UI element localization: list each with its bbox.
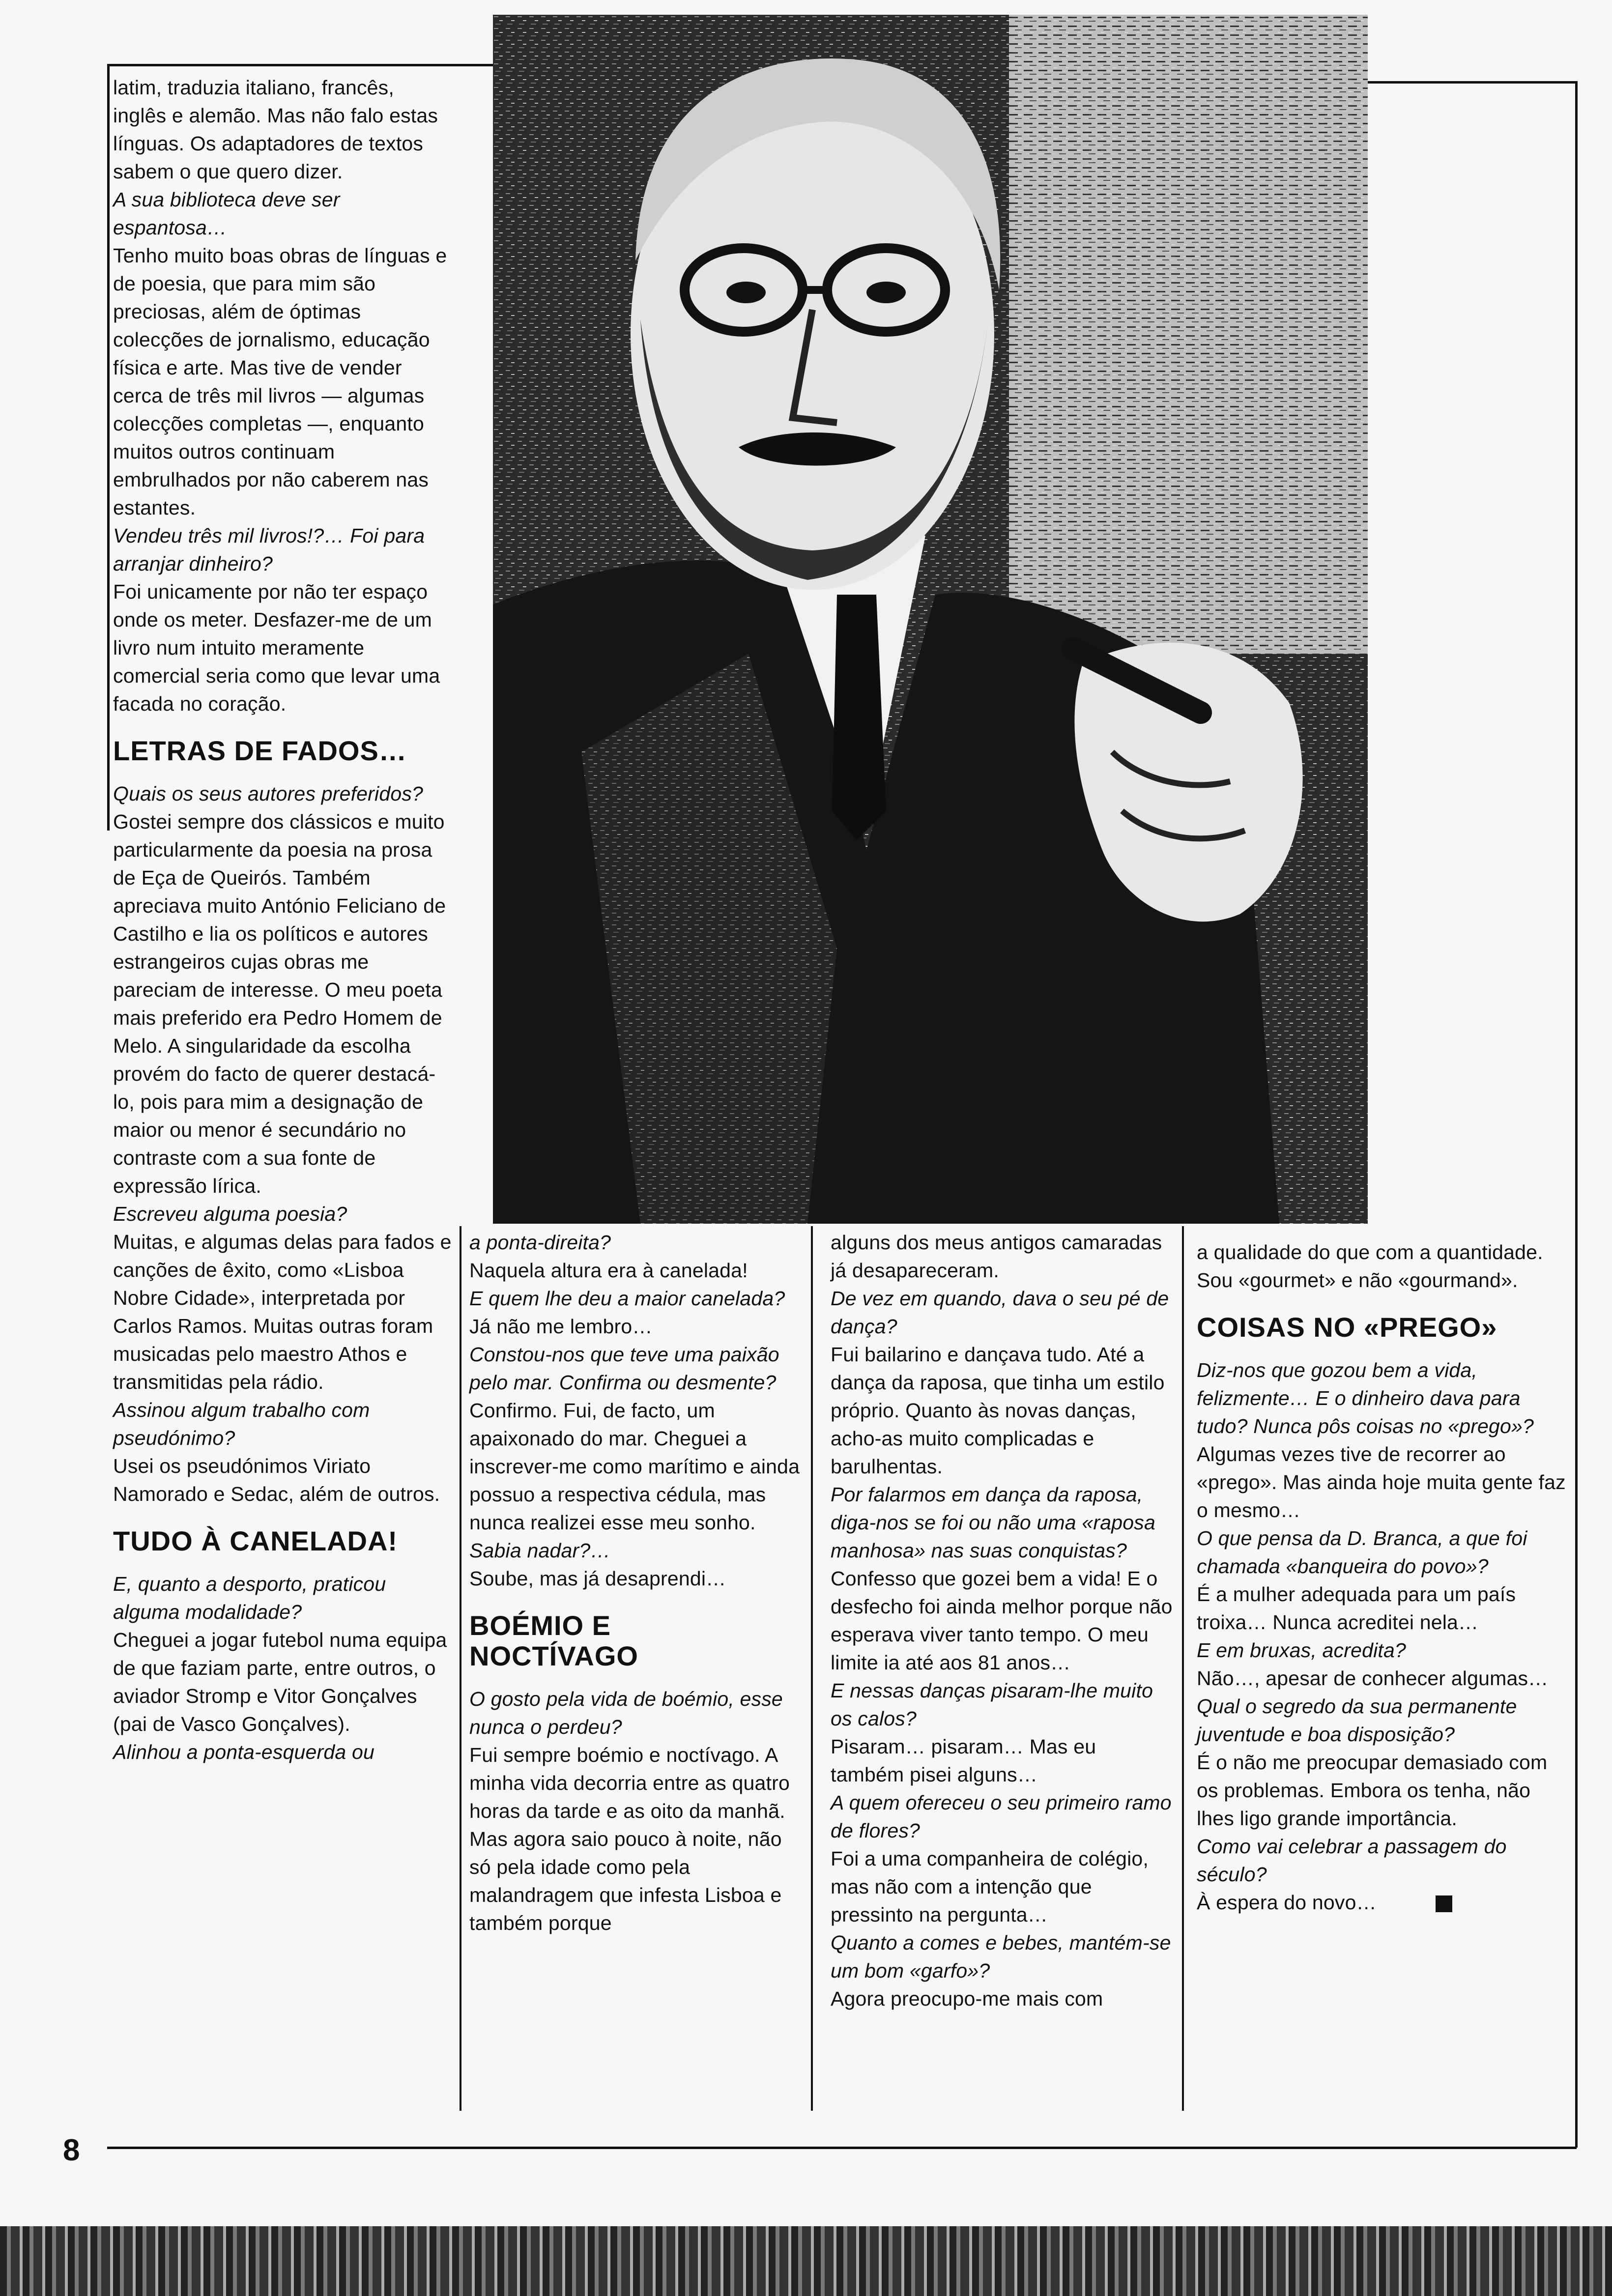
question: Vendeu três mil livros!?… Foi para arranjar dinheiro?: [113, 524, 425, 575]
column-2: [469, 1229, 804, 1937]
frame-top-right: [1366, 81, 1578, 84]
question: Por falarmos em dança da raposa, diga-nos se foi ou não uma «raposa manhosa» nas suas conquistas?: [831, 1483, 1155, 1562]
paragraph: Fui bailarino e dançava tudo. Até a dança da raposa, que tinha um estilo próprio. Quanto às novas danças, acho-as muito complicadas e barulhentas.: [831, 1343, 1165, 1478]
question: Alinhou a ponta-esquerda ou: [113, 1741, 374, 1763]
paragraph: Naquela altura era à canelada!: [469, 1259, 748, 1282]
portrait-illustration: [493, 15, 1368, 1224]
question: A sua biblioteca deve ser espantosa…: [113, 188, 340, 239]
portrait-photo: [493, 15, 1368, 1224]
paragraph: Confesso que gozei bem a vida! E o desfecho foi ainda melhor porque não esperava viver tanto tempo. O meu limite ia até aos 81 anos…: [831, 1567, 1173, 1674]
question: E quem lhe deu a maior canelada?: [469, 1287, 785, 1310]
section-heading: BOÉMIO E NOCTÍVAGO: [469, 1610, 638, 1671]
closing-paragraph: [1197, 1889, 1570, 1917]
column-1-block-1: [113, 74, 452, 718]
paragraph: a qualidade do que com a quantidade. Sou «gourmet» e não «gourmand».: [1197, 1241, 1543, 1292]
question: a ponta-direita?: [469, 1231, 611, 1254]
column-1-block-3: [113, 1570, 452, 1766]
paragraph: Soube, mas já desaprendi…: [469, 1567, 726, 1590]
paragraph: Usei os pseudónimos Viriato Namorado e Sedac, além de outros.: [113, 1455, 440, 1505]
paragraph: Algumas vezes tive de recorrer ao «prego». Mas ainda hoje muita gente faz o mesmo…: [1197, 1443, 1566, 1521]
paragraph: Não…, apesar de conhecer algumas…: [1197, 1667, 1549, 1690]
column-rule-2: [811, 1226, 813, 2111]
question: Qual o segredo da sua permanente juventude e boa disposição?: [1197, 1695, 1517, 1746]
paragraph: É o não me preocupar demasiado com os problemas. Embora os tenha, não lhes ligo grande importância.: [1197, 1751, 1548, 1830]
paragraph: Confirmo. Fui, de facto, um apaixonado do mar. Cheguei a inscrever-me como marítimo e ainda possuo a respectiva cédula, mas nunca realizei esse meu sonho.: [469, 1399, 800, 1534]
paragraph: Gostei sempre dos clássicos e muito particularmente da poesia na prosa de Eça de Queirós. Também apreciava muito António Feliciano de Castilho e lia os políticos e autores estrangeiros cujas obras me pareciam de interesse. O meu poeta mais preferido era Pedro Homem de Melo. A singularidade da escolha provém do facto de querer destacá-lo, pois para mim a designação de maior ou menor é secundário no contraste com a sua fonte de expressão lírica.: [113, 810, 446, 1197]
column-4: [1197, 1238, 1570, 1917]
scan-edge-band: [0, 2226, 1612, 2296]
column-rule-3: [1182, 1226, 1184, 2111]
section-heading: TUDO À CANELADA!: [113, 1525, 398, 1556]
paragraph: Agora preocupo-me mais com: [831, 1987, 1103, 2010]
question: De vez em quando, dava o seu pé de dança?: [831, 1287, 1169, 1338]
frame-top-left: [107, 64, 495, 66]
question: Diz-nos que gozou bem a vida, felizmente… E o dinheiro dava para tudo? Nunca pôs coisas no «prego»?: [1197, 1359, 1534, 1437]
question: Quanto a comes e bebes, mantém-se um bom «garfo»?: [831, 1931, 1171, 1982]
paragraph: Tenho muito boas obras de línguas e de poesia, que para mim são preciosas, além de óptimas colecções de jornalismo, educação física e arte. Mas tive de vender cerca de três mil livros — algumas colecções completas —, enquanto muitos outros continuam embrulhados por não caberem nas estantes.: [113, 244, 447, 519]
paragraph: Foi unicamente por não ter espaço onde os meter. Desfazer-me de um livro num intuito meramente comercial seria como que levar uma facada no coração.: [113, 580, 440, 715]
section-heading: LETRAS DE FADOS…: [113, 735, 407, 766]
paragraph: Pisaram… pisaram… Mas eu também pisei alguns…: [831, 1735, 1096, 1786]
paragraph: Muitas, e algumas delas para fados e canções de êxito, como «Lisboa Nobre Cidade», interpretada por Carlos Ramos. Muitas outras foram musicadas pelo maestro Athos e transmitidas pela rádio.: [113, 1231, 452, 1393]
section-heading: COISAS NO «PREGO»: [1197, 1312, 1497, 1343]
paragraph: É a mulher adequada para um país troixa… Nunca acreditei nela…: [1197, 1583, 1516, 1634]
question: O que pensa da D. Branca, a que foi chamada «banqueira do povo»?: [1197, 1527, 1527, 1578]
question: Sabia nadar?…: [469, 1539, 611, 1562]
question: A quem ofereceu o seu primeiro ramo de flores?: [831, 1791, 1172, 1842]
question: E, quanto a desporto, praticou alguma modalidade?: [113, 1573, 386, 1623]
frame-left: [107, 64, 110, 831]
frame-right: [1575, 81, 1578, 2148]
question: Assinou algum trabalho com pseudónimo?: [113, 1399, 370, 1449]
question: E nessas danças pisaram-lhe muito os calos?: [831, 1679, 1153, 1730]
column-1-block-2: [113, 780, 452, 1508]
column-3: [831, 1229, 1175, 2013]
question: Como vai celebrar a passagem do século?: [1197, 1835, 1507, 1886]
question: Quais os seus autores preferidos?: [113, 782, 424, 805]
paragraph: Fui sempre boémio e noctívago. A minha vida decorria entre as quatro horas da tarde e as oito da manhã. Mas agora saio pouco à noite, não só pela idade como pela malandragem que infesta Lisboa e também porque: [469, 1744, 790, 1934]
column-rule-1: [460, 1226, 461, 2111]
frame-bottom: [107, 2147, 1577, 2149]
question: Constou-nos que teve uma paixão pelo mar. Confirma ou desmente?: [469, 1343, 779, 1394]
paragraph: Foi a uma companheira de colégio, mas não com a intenção que pressinto na pergunta…: [831, 1847, 1149, 1926]
paragraph: Já não me lembro…: [469, 1315, 653, 1338]
paragraph: latim, traduzia italiano, francês, inglês e alemão. Mas não falo estas línguas. Os adaptadores de textos sabem o que quero dizer.: [113, 76, 438, 183]
question: E em bruxas, acredita?: [1197, 1639, 1406, 1662]
page-number: 8: [63, 2133, 80, 2167]
paragraph: alguns dos meus antigos camaradas já desapareceram.: [831, 1231, 1162, 1282]
end-of-article-mark: [1436, 1895, 1452, 1912]
closing-text: À espera do novo…: [1197, 1891, 1377, 1914]
column-1: [113, 74, 452, 1766]
paragraph: Cheguei a jogar futebol numa equipa de que faziam parte, entre outros, o aviador Stromp e Vitor Gonçalves (pai de Vasco Gonçalves).: [113, 1629, 447, 1735]
question: O gosto pela vida de boémio, esse nunca o perdeu?: [469, 1688, 783, 1738]
question: Escreveu alguma poesia?: [113, 1203, 347, 1225]
